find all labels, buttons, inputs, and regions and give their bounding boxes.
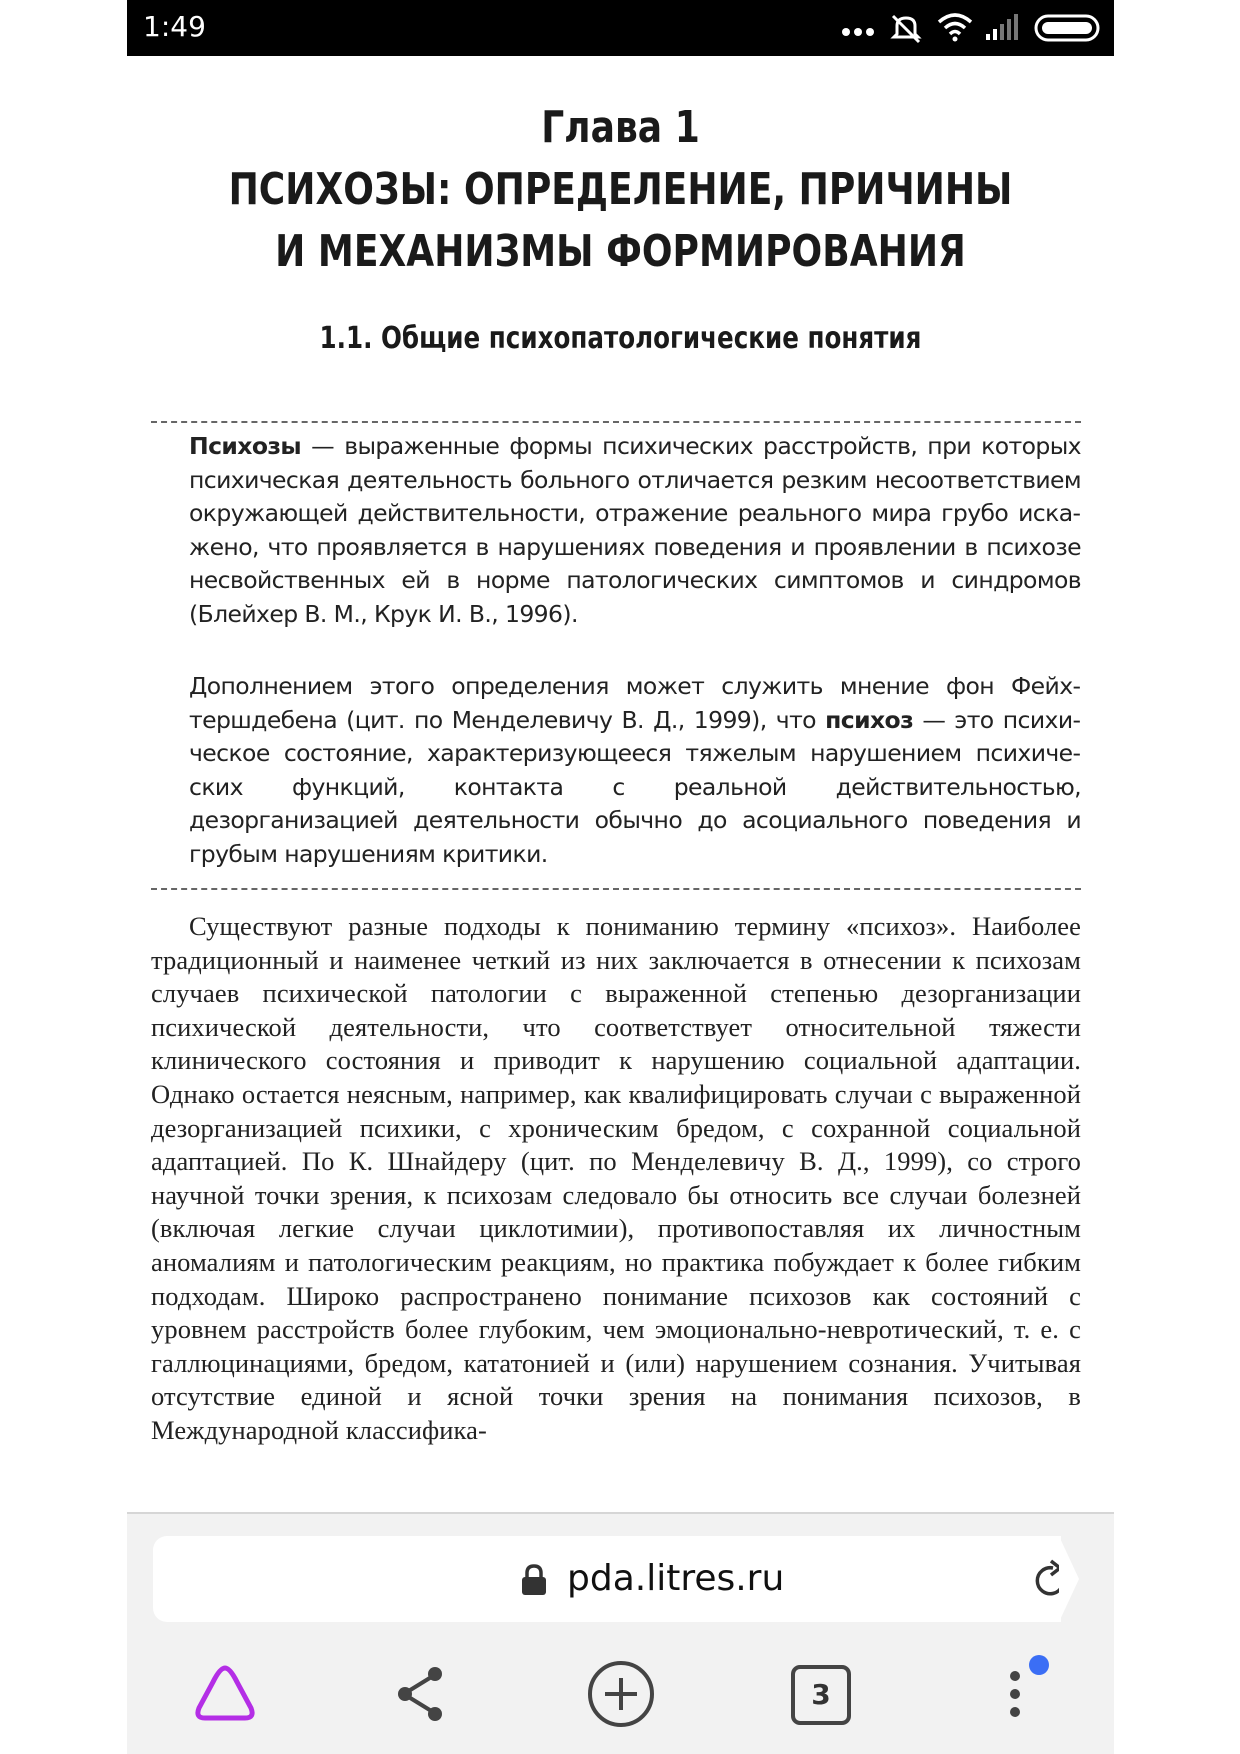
share-button[interactable] [381,1654,461,1734]
definition-term-1: Психозы [189,432,302,460]
new-tab-button[interactable] [581,1654,661,1734]
lock-icon [521,1564,547,1596]
chapter-label: Глава 1 [541,102,700,153]
alice-triangle-icon [185,1654,265,1734]
browser-bottom-bar [127,1512,1114,1754]
address-bar-arrow [1059,1536,1079,1622]
definition-text-2a: Дополнением этого определения может служить мнение фон Фейхтершдебена (цит. по Менделевичу В. Д., 1999), что [189,672,1081,734]
chapter-title-line-2: И МЕХАНИЗМЫ ФОРМИРОВАНИЯ [275,226,966,277]
section-title: 1.1. Общие психопатологические понятия [319,321,922,356]
definition-term-2: психоз [825,705,914,734]
dashed-divider-bottom [151,888,1081,890]
tabs-count: 3 [791,1665,851,1725]
plus-circle-icon [581,1654,661,1734]
definition-text-1: — выраженные формы психических расстройств, при которых психическая деятельность больного отличается резким несоответствием окружающей действительности, отражение реального мира грубо искажено, что проявляется в нарушениях поведения и проявлении в психозе несвойственных ей в норме патологических симптомов и синдромов (Блейхер В. М., Крук И. В., 1996). [189,432,1081,628]
url-text: pda.litres.ru [567,1558,785,1599]
signal-icon [985,14,1019,42]
notification-dot [1029,1655,1049,1675]
alice-assistant-button[interactable] [185,1654,265,1734]
share-icon [381,1654,461,1734]
chapter-title-line-1: ПСИХОЗЫ: ОПРЕДЕЛЕНИЕ, ПРИЧИНЫ [228,164,1013,215]
battery-icon [1034,14,1104,42]
dashed-divider-top [151,421,1081,423]
wifi-icon [937,12,973,42]
status-time: 1:49 [143,10,206,43]
definition-text-2b: — это психическое состояние, характеризующееся тяжелым нарушением психических функций, контакта с реальной действительностью, дезорганизацией деятельности обычно до асоциального поведения и грубым нарушениям критики. [189,705,1081,868]
definition-paragraph-2 [189,670,1081,872]
tabs-button[interactable] [779,1654,859,1734]
status-bar [127,0,1114,56]
book-page [127,56,1114,1512]
address-bar[interactable] [153,1536,1061,1622]
more-dots-icon [841,26,875,38]
silent-icon [889,12,923,44]
phone-screen [127,0,1114,1754]
body-paragraph: Существуют разные подходы к пониманию термину «психоз». Наиболее традиционный и наименее четкий из них заключается в отнесении к психозам случаев психической патологии с выраженной степенью дезорганизации психической деятельности, что соответствует относительной тяжести клинического состояния и приводит к нарушению социальной адаптации. Однако остается неясным, например, как квалифицировать случаи с выраженной дезорганизацией психики, с хроническим бредом, с сохранной социальной адаптацией. По К. Шнайдеру (цит. по Менделевичу В. Д., 1999), со строго научной точки зрения, к психозам следовало бы относить все случаи болезней (включая легкие случаи циклотимии), противопоставляя их личностным аномалиям и патологическим реакциям, но практика побуждает к более гибким подходам. Широко распространено понимание психозов как состояний с уровнем расстройств более глубоким, чем эмоционально-невротический, т. е. с галлюцинациями, бредом, кататонией и (или) нарушением сознания. Учитывая отсутствие единой и ясной точки зрения на понимания психозов, в Международной классифика- [151,911,1081,1445]
definition-paragraph-1 [189,430,1081,632]
